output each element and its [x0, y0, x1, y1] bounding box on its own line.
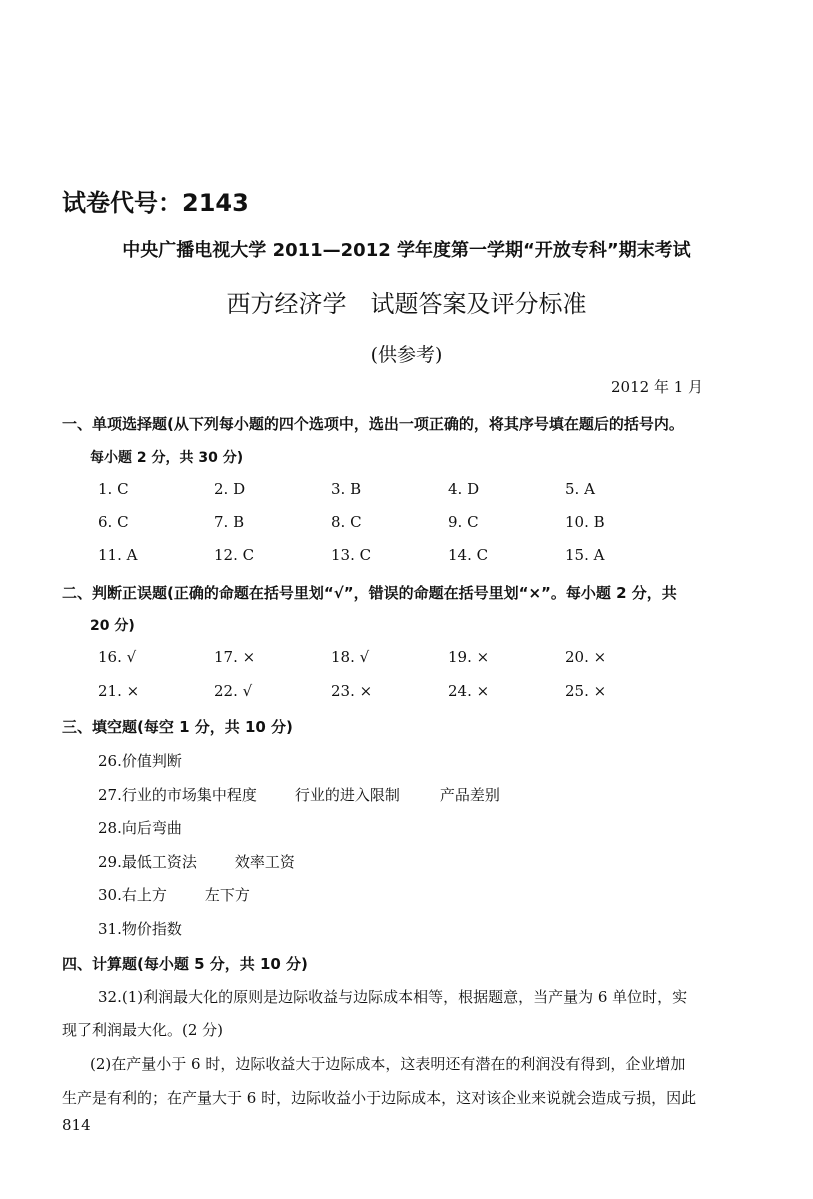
fill-item-number: 26.: [98, 752, 122, 770]
document-title: 西方经济学 试题答案及评分标准: [226, 290, 587, 318]
answer-item: 3. B: [331, 480, 362, 498]
fill-item-answer: 价值判断: [121, 752, 182, 770]
fill-item-answer: 行业的市场集中程度: [121, 785, 257, 804]
section2-heading: 二、判断正误题(正确的命题在括号里划“√”，错误的命题在括号里划“×”。每小题 2 分，共: [62, 584, 677, 602]
answer-item: 7. B: [214, 513, 245, 531]
answer-item: 13. C: [331, 546, 372, 564]
answer-item: 10. B: [565, 513, 605, 531]
fill-item-answer: 向后弯曲: [121, 819, 182, 837]
answer-item: 1. C: [98, 480, 129, 498]
answer-item: 19. ×: [448, 648, 490, 666]
answer-item: 18. √: [331, 648, 370, 666]
answer-item: 15. A: [565, 546, 605, 564]
section4-heading: 四、计算题(每小题 5 分，共 10 分): [62, 955, 308, 973]
section4-line: (2)在产量小于 6 时，边际收益大于边际成本，这表明还有潜在的利润没有得到，企业增加: [90, 1055, 686, 1073]
fill-item: [98, 750, 182, 771]
fill-item-number: 27.: [98, 785, 122, 804]
answer-item: 12. C: [214, 546, 255, 564]
section2-heading-cont: 20 分): [90, 618, 135, 634]
answer-item: 8. C: [331, 513, 362, 531]
section3-heading: 三、填空题(每空 1 分，共 10 分): [62, 718, 293, 736]
fill-item-number: 28.: [98, 819, 122, 837]
exam-code: 试卷代号：2143: [62, 189, 249, 217]
fill-item-number: 29.: [98, 852, 122, 871]
answer-item: 22. √: [214, 682, 253, 700]
page-number: 814: [62, 1116, 91, 1134]
fill-item: [98, 918, 182, 939]
answer-item: 6. C: [98, 513, 129, 531]
answer-item: 20. ×: [565, 648, 607, 666]
fill-item-answer: 效率工资: [234, 852, 295, 871]
answer-item: 4. D: [448, 480, 480, 498]
answer-item: 21. ×: [98, 682, 140, 700]
fill-item: [98, 784, 500, 805]
reference-note: (供参考): [370, 344, 443, 366]
fill-item: [98, 851, 295, 872]
fill-item-answer: 产品差别: [439, 785, 500, 804]
answer-item: 24. ×: [448, 682, 490, 700]
section4-line: 生产是有利的；在产量大于 6 时，边际收益小于边际成本，这对该企业来说就会造成亏损，因此: [62, 1089, 697, 1107]
exam-date: 2012 年 1 月: [611, 378, 704, 396]
fill-item-number: 31.: [98, 919, 122, 938]
answer-item: 17. ×: [214, 648, 256, 666]
answer-item: 23. ×: [331, 682, 373, 700]
answer-item: 2. D: [214, 480, 246, 498]
section4-line: 现了利润最大化。(2 分): [62, 1021, 224, 1039]
fill-item-answer: 右上方: [121, 886, 167, 904]
answer-item: 14. C: [448, 546, 489, 564]
section1-heading: 一、单项选择题(从下列每小题的四个选项中，选出一项正确的，将其序号填在题后的括号内。: [62, 415, 684, 433]
fill-item-answer: 行业的进入限制: [294, 785, 400, 804]
fill-item-number: 30.: [98, 886, 122, 904]
fill-item-answer: 物价指数: [121, 919, 182, 938]
answer-item: 11. A: [98, 546, 138, 564]
section4-line: 32.(1)利润最大化的原则是边际收益与边际成本相等，根据题意，当产量为 6 单位时，实: [98, 988, 688, 1006]
fill-item: [98, 884, 250, 905]
section1-heading-cont: 每小题 2 分，共 30 分): [90, 450, 244, 466]
fill-item: [98, 817, 182, 838]
answer-item: 5. A: [565, 480, 595, 498]
answer-item: 9. C: [448, 513, 479, 531]
university-exam-title: 中央广播电视大学 2011—2012 学年度第一学期“开放专科”期末考试: [122, 240, 691, 261]
fill-item-answer: 左下方: [204, 886, 250, 904]
answer-item: 16. √: [98, 648, 137, 666]
answer-item: 25. ×: [565, 682, 607, 700]
fill-item-answer: 最低工资法: [121, 852, 197, 871]
